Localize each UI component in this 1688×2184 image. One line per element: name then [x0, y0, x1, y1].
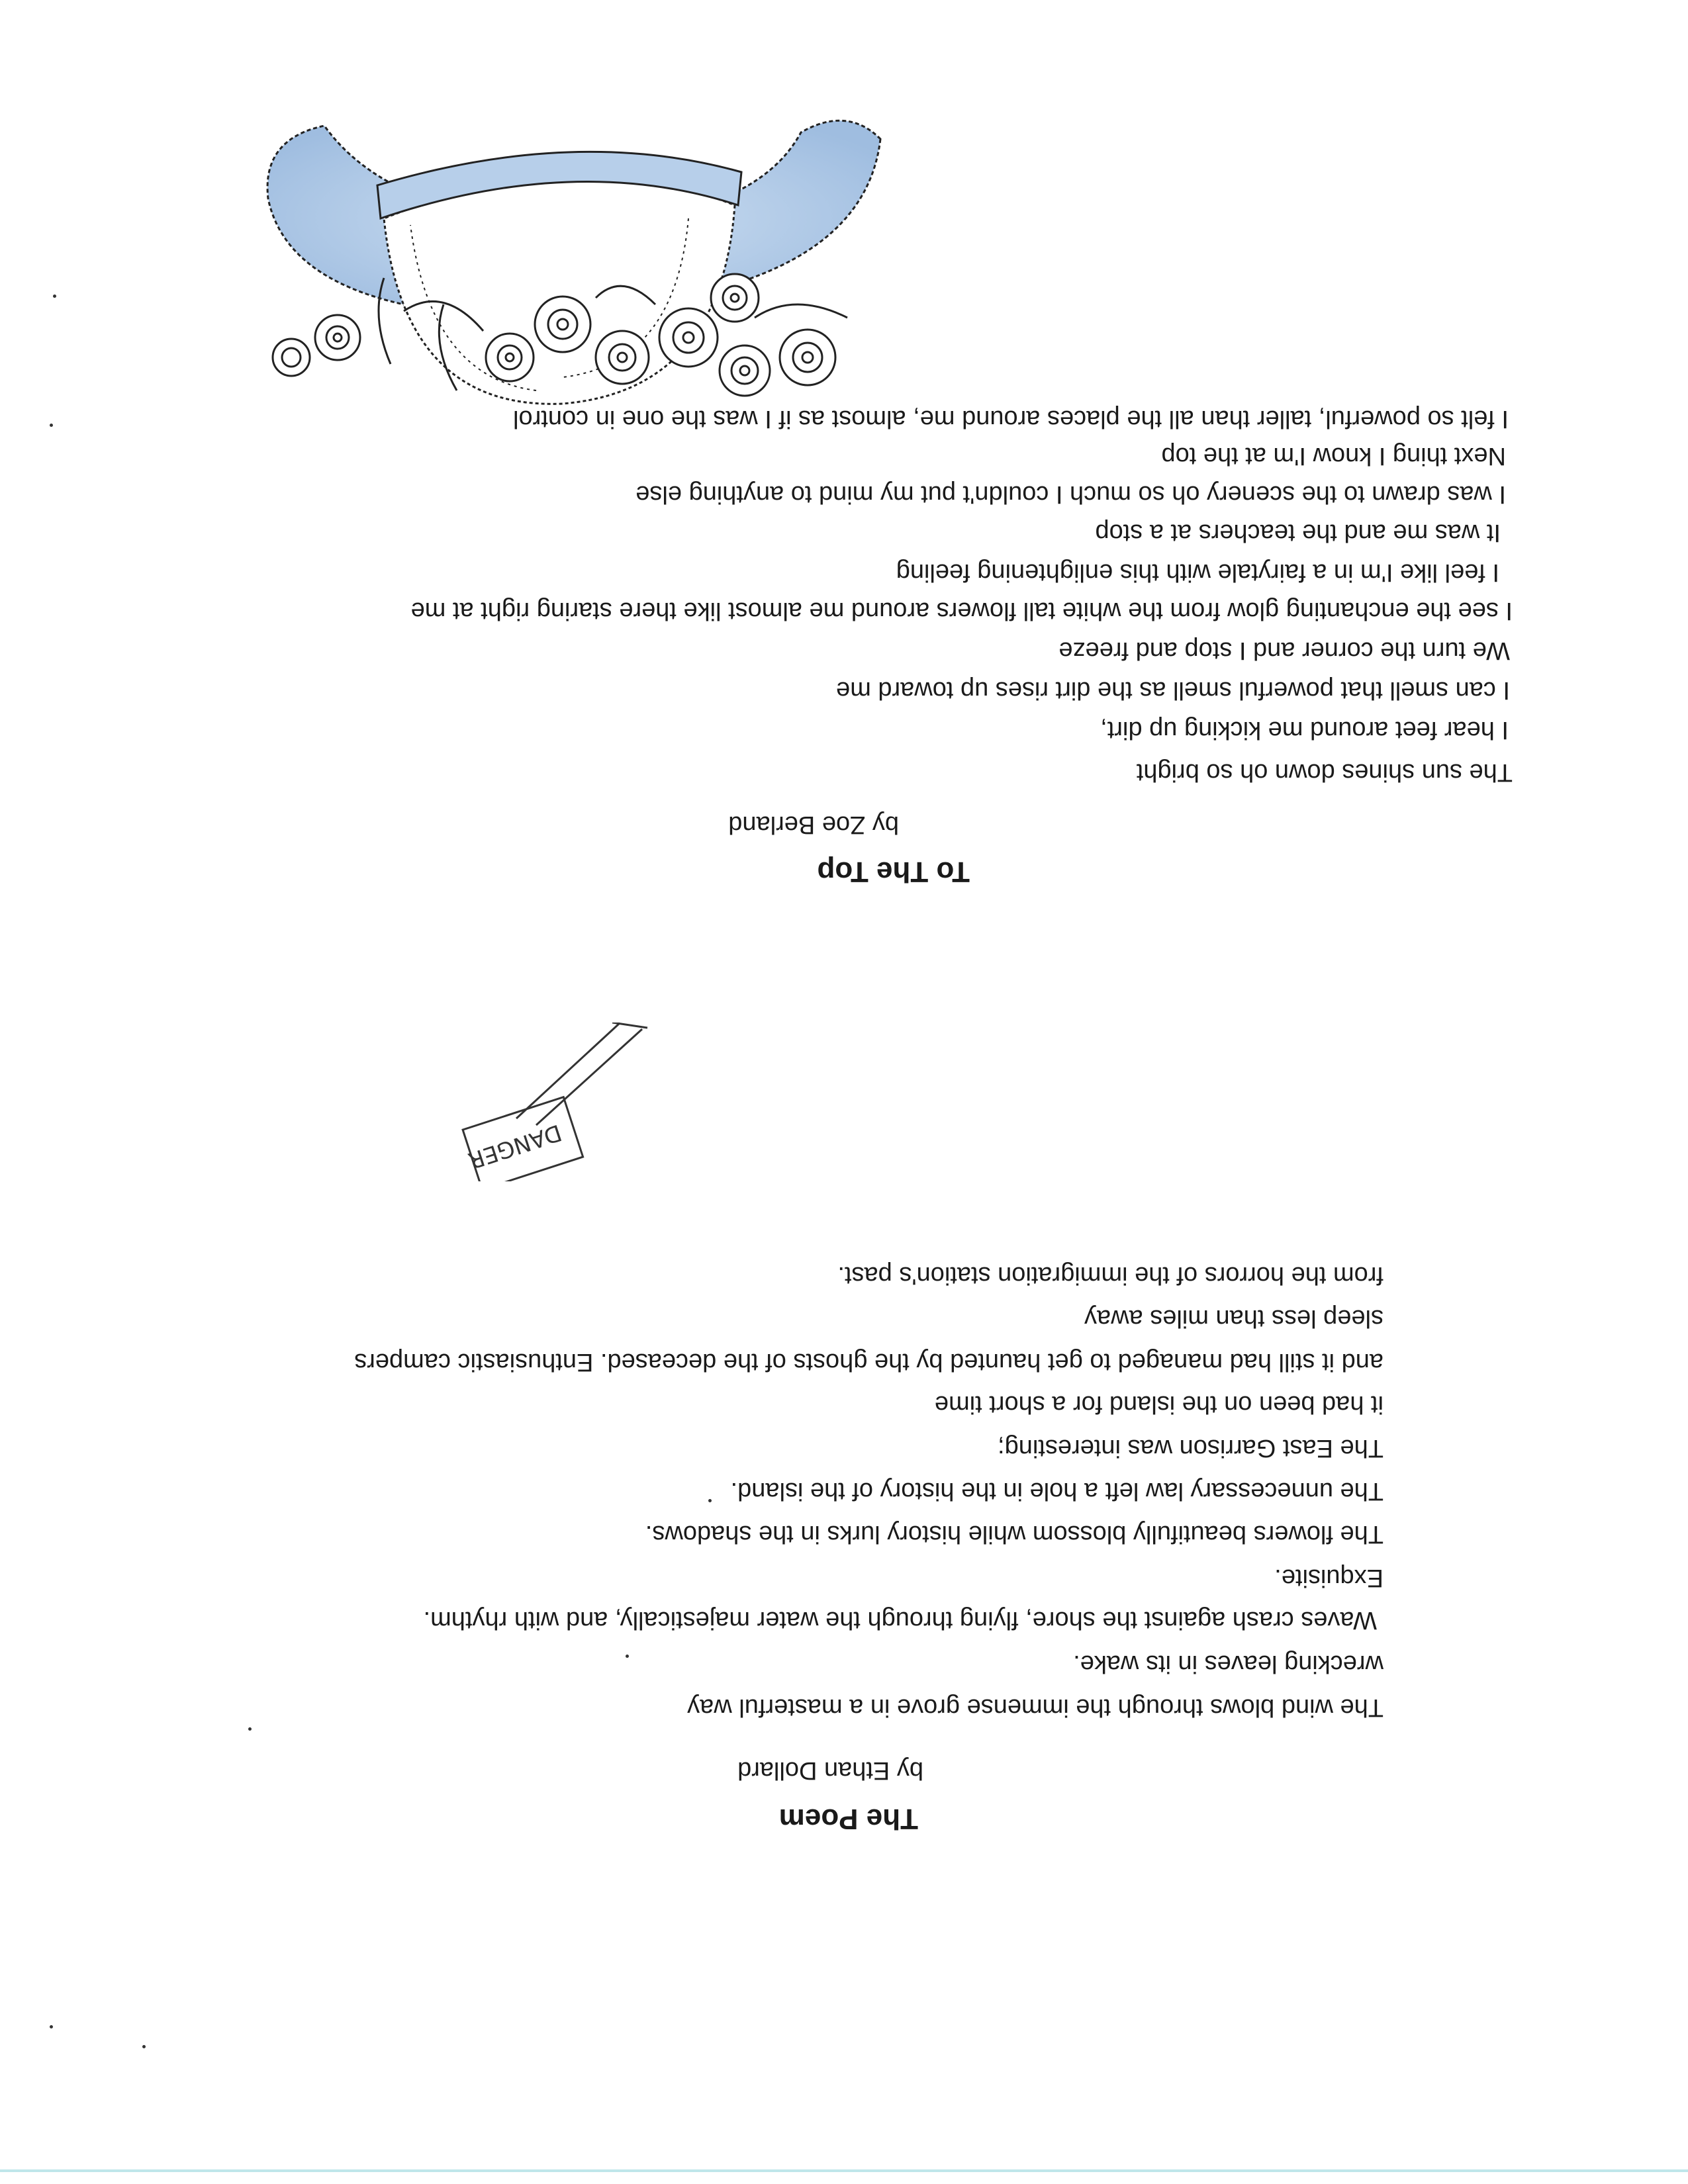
poem-line: sleep less than miles away [1084, 1304, 1383, 1332]
scan-speck [50, 424, 53, 427]
scan-speck [142, 2045, 146, 2048]
poem-line: We turn the corner and I stop and freeze [1058, 637, 1510, 664]
scan-speck [708, 1499, 712, 1502]
poem-title: To The Top [817, 856, 970, 888]
poem-line: The flowers beautifully blossom while history lurks in the shadows. [645, 1520, 1383, 1548]
danger-sign-sketch [457, 1023, 682, 1181]
poem-line: from the horrors of the immigration station's past. [837, 1261, 1383, 1289]
poem-line: I see the enchanting glow from the white tall flowers around me almost like there staring right at me [410, 597, 1513, 625]
poem-line: The sun shines down oh so bright [1136, 758, 1513, 786]
poem-line: wrecking leaves in its wake. [1073, 1650, 1383, 1678]
scan-speck [248, 1727, 252, 1731]
poem-byline: by Zoe Berland [728, 811, 899, 839]
scan-speck [50, 2025, 53, 2028]
danger-sign-label: DANGER [465, 1118, 565, 1174]
poem-line: The unnecessary law left a hole in the history of the island. [730, 1477, 1383, 1505]
poem-line: The wind blows through the immense grove in a masterful way [687, 1694, 1383, 1721]
poem-line: I felt so powerful, taller than all the places around me, almost as if I was the one in control [513, 405, 1509, 433]
poem-line: it had been on the island for a short time [934, 1390, 1383, 1418]
poem-line: The East Garrison was interesting; [998, 1434, 1383, 1462]
page-edge-line [0, 2169, 1688, 2172]
poem-line: Waves crash against the shore, flying through the water majestically, and with rhythm. [423, 1606, 1377, 1634]
poem-title: The Poem [778, 1803, 918, 1835]
poem-byline: by Ethan Dollard [737, 1756, 923, 1784]
poem-line: Exquisite. [1274, 1564, 1383, 1592]
poem-line: I was drawn to the scenery oh so much I couldn't put my mind to anything else [635, 480, 1506, 508]
poem-line: Next thing I know I'm at the top [1161, 442, 1506, 470]
flower-hat-illustration [245, 33, 907, 417]
poem-line: I feel like I'm in a fairytale with this enlightening feeling [896, 559, 1499, 586]
scan-speck [626, 1655, 629, 1658]
scan-speck [53, 295, 56, 298]
poem-line: It was me and the teachers at a stop [1095, 519, 1501, 547]
poem-line: I can smell that powerful smell as the dirt rises up toward me [836, 676, 1510, 704]
poem-line: I hear feet around me kicking up dirt, [1100, 716, 1509, 744]
poem-line: and it still had managed to get haunted by the ghosts of the deceased. Enthusiastic campers [354, 1348, 1383, 1376]
